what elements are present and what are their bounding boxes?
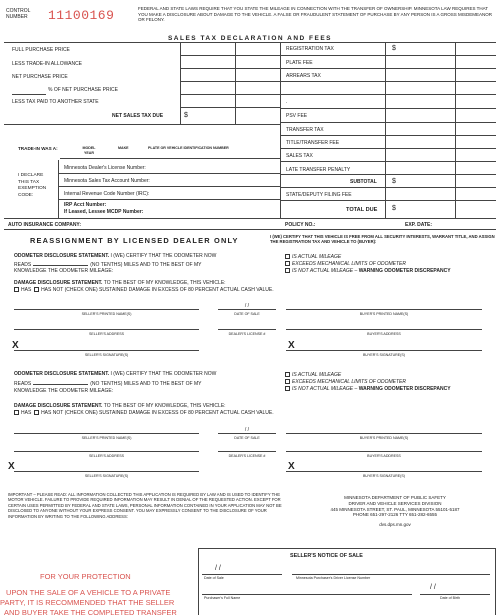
damage-options-1[interactable]: HAS HAS NOT (CHECK ONE) SUSTAINED DAMAGE IN EXCESS OF 80 PERCENT ACTUAL CASH VALUE. [14, 287, 274, 293]
trade-in-label: TRADE-IN WAS A: [18, 146, 58, 151]
seller-name-2: SELLER'S PRINTED NAME(S) [81, 436, 132, 440]
odometer-text-2: ODOMETER DISCLOSURE STATEMENT. I (WE) CERTIFY THAT THE ODOMETER NOW [14, 371, 217, 377]
buyer-addr-2: BUYER'S ADDRESS [367, 454, 401, 458]
net-sales-tax-due-label: NET SALES TAX DUE [112, 113, 164, 119]
full-purchase-price-label: FULL PURCHASE PRICE [12, 47, 70, 53]
subtotal-dollar: $ [392, 178, 396, 185]
odometer-certify-1: I (WE) CERTIFY THAT THE ODOMETER NOW [110, 253, 217, 259]
percent-net-label: % OF NET PURCHASE PRICE [48, 87, 118, 93]
trade-col-plate: PLATE OR VEHICLE IDENTIFICATION NUMBER [148, 146, 229, 150]
date-slash-1: / / [244, 303, 250, 309]
late-transfer-penalty-label: LATE TRANSFER PENALTY [286, 167, 351, 173]
sales-tax-account-row: Minnesota Sales Tax Account Number: [64, 178, 150, 184]
nos-license-label: Minnesota Purchaser's Driver License Number [296, 576, 371, 580]
seller-addr-1: SELLER'S ADDRESS [88, 332, 125, 336]
odo-opt3-2[interactable]: IS NOT ACTUAL MILEAGE – WARNING ODOMETER DISCREPANCY [285, 386, 451, 392]
important-notice: IMPORTANT – PLEASE READ: ALL INFORMATION COLLECTED THIS APPLICATION IS REQUIRED BY LAW AND IS USED TO IDENTIFY THE MOTOR VEHICLE. FAILURE TO PROVIDE REQUIRED INFORMATION MAY RESULT IN DENIAL OF THE REQUESTED ACTION. EXCEPT FOR CERTAIN USES PERMITTED BY FEDERAL AND STATE LAWS, PERSONAL INFORMATION CONTAINED IN YOUR APPLICATION MAY NOT BE DISCLOSED TO ANYONE WITHOUT YOUR EXPRESS CONSENT. YOU MAY EXPRESSLY CONSENT TO THE DISCLOSURE OF YOUR INFORMATION BY WRITING TO THE FOLLOWING ADDRESS: [8, 492, 282, 519]
psv-fee-label: PSV FEE [286, 113, 308, 119]
reassignment-title: REASSIGNMENT BY LICENSED DEALER ONLY [30, 236, 239, 245]
net-sales-tax-dollar: $ [184, 112, 188, 119]
nos-dob-label: Date of Birth [440, 596, 460, 600]
damage-options-2[interactable]: HAS HAS NOT (CHECK ONE) SUSTAINED DAMAGE IN EXCESS OF 80 PERCENT ACTUAL CASH VALUE. [14, 410, 274, 416]
trade-col-year: MODEL YEAR [82, 146, 96, 155]
knowledge-2: KNOWLEDGE THE ODOMETER MILEAGE: [14, 388, 114, 394]
seller-addr-2: SELLER'S ADDRESS [88, 454, 125, 458]
registration-tax-label: REGISTRATION TAX [286, 46, 334, 52]
irp-row: IRP Acct Number: [64, 202, 107, 208]
fee-dot-row: . [286, 99, 288, 105]
subtotal-label: SUBTOTAL [350, 179, 377, 185]
deputy-fee-label: STATE/DEPUTY FILING FEE [286, 192, 352, 198]
date-of-sale-2: DATE OF SALE [234, 436, 260, 440]
buyer-sig-2: BUYER'S SIGNATURE(S) [363, 474, 405, 478]
seller-name-1: SELLER'S PRINTED NAME(S) [81, 312, 132, 316]
buyer-name-1: BUYER'S PRINTED NAME(S) [359, 312, 409, 316]
nos-date-label: Date of Sale [204, 576, 224, 580]
total-due-dollar: $ [392, 205, 396, 212]
protection-line-2: PARTY, IT IS RECOMMENDED THAT THE SELLER [0, 598, 175, 607]
total-due-label: TOTAL DUE [346, 207, 378, 213]
odo-opt2-1[interactable]: EXCEEDS MECHANICAL LIMITS OF ODOMETER [285, 261, 406, 267]
buyer-sig-x-1: X [288, 340, 295, 351]
exemption-label: I DECLARE THIS TAX EXEMPTION CODE: [18, 173, 47, 198]
dealer-license-2: DEALER'S LICENSE # [228, 454, 266, 458]
arrears-tax-label: ARREARS TAX [286, 73, 321, 79]
tax-other-state-label: LESS TAX PAID TO ANOTHER STATE [12, 99, 99, 105]
notice-of-sale-title: SELLER'S NOTICE OF SALE [290, 553, 363, 559]
odo-opt2-2[interactable]: EXCEEDS MECHANICAL LIMITS OF ODOMETER [285, 379, 406, 385]
trade-in-allowance-label: LESS TRADE-IN ALLOWANCE [12, 61, 83, 67]
protection-title: FOR YOUR PROTECTION [40, 572, 131, 581]
odometer-head-1: ODOMETER DISCLOSURE STATEMENT. [14, 253, 110, 259]
protection-line-1: UPON THE SALE OF A VEHICLE TO A PRIVATE [6, 588, 171, 597]
net-purchase-price-label: NET PURCHASE PRICE [12, 74, 68, 80]
plate-fee-label: PLATE FEE [286, 60, 313, 66]
seller-sig-2: SELLER'S SIGNATURE(S) [84, 474, 129, 478]
reads-tail-1: (NO TENTHS) MILES AND TO THE BEST OF MY [90, 262, 202, 268]
buyer-name-2: BUYER'S PRINTED NAME(S) [359, 436, 409, 440]
control-label: CONTROL NUMBER [6, 8, 31, 20]
odo-opt3-1[interactable]: IS NOT ACTUAL MILEAGE – WARNING ODOMETER DISCREPANCY [285, 268, 451, 274]
date-slash-2: / / [244, 427, 250, 433]
reassign-certify-1: I (WE) CERTIFY THAT THIS VEHICLE IS FREE FROM ALL SECURITY INTERESTS, WARRANT TITLE, AND ASSIGN THE REGISTRATION TAX AND VEHICLE TO (BUYER): [270, 234, 495, 244]
registration-tax-dollar: $ [392, 45, 396, 52]
reads-label-1: READS [14, 262, 32, 268]
nos-fullname-label: Purchaser's Full Name [204, 596, 241, 600]
buyer-sig-1: BUYER'S SIGNATURE(S) [363, 353, 405, 357]
seller-sig-x-2: X [8, 461, 15, 472]
odo-opt1-2[interactable]: IS ACTUAL MILEAGE [285, 372, 341, 378]
sales-tax-label: SALES TAX [286, 153, 313, 159]
date-of-sale-1: DATE OF SALE [234, 312, 260, 316]
transfer-tax-label: TRANSFER TAX [286, 127, 324, 133]
mcdp-row: If Leased, Lessee MCDP Number: [64, 209, 144, 215]
irc-row: Internal Revenue Code Number (IRC): [64, 191, 150, 197]
dealer-license-row: Minnesota Dealer's License Number: [64, 165, 146, 171]
odometer-text-1 [14, 253, 216, 259]
buyer-addr-1: BUYER'S ADDRESS [367, 332, 401, 336]
dealer-license-1: DEALER'S LICENSE # [228, 332, 266, 336]
title-transfer-fee-label: TITLE/TRANSFER FEE [286, 140, 340, 146]
reads-row-2: READS (NO TENTHS) MILES AND TO THE BEST OF MY [14, 381, 202, 387]
knowledge-1: KNOWLEDGE THE ODOMETER MILEAGE: [14, 268, 114, 274]
nos-dob-slash: / / [430, 584, 436, 591]
seller-sig-x-1: X [12, 340, 19, 351]
policy-no-label: POLICY NO.: [285, 222, 316, 228]
buyer-sig-x-2: X [288, 461, 295, 472]
odo-opt1-1[interactable]: IS ACTUAL MILEAGE [285, 254, 341, 260]
protection-line-3: AND BUYER TAKE THE COMPLETED TRANSFER [4, 608, 177, 615]
insurance-company-label: AUTO INSURANCE COMPANY: [8, 222, 82, 228]
dept-address: MINNESOTA DEPARTMENT OF PUBLIC SAFETY DRIVER AND VEHICLE SERVICES DIVISION 445 MINNESOTA STREET, ST. PAUL, MINNESOTA 55101-5187 PHONE 651-297-2126 TTY 651-282-6555 dvs.dps.mn.gov [330, 495, 460, 528]
legal-notice: FEDERAL AND STATE LAWS REQUIRE THAT YOU STATE THE MILEAGE IN CONNECTION WITH THE TRANSFER OF OWNERSHIP. MINNESOTA LAW REQUIRES THAT YOU MAKE A DISCLOSURE ABOUT DAMAGE TO THE VEHICLE. A FALSE OR FRAUDULENT STATEMENT OF PURCHASE BY ANY PERSON IS A GROSS MISDEMEANOR OR FELONY. [138, 6, 493, 23]
seller-sig-1: SELLER'S SIGNATURE(S) [84, 353, 129, 357]
damage-text-2: DAMAGE DISCLOSURE STATEMENT. TO THE BEST OF MY KNOWLEDGE, THIS VEHICLE: [14, 403, 226, 409]
trade-col-make: MAKE [118, 146, 129, 150]
exp-date-label: EXP. DATE: [405, 222, 433, 228]
tax-section-title: SALES TAX DECLARATION AND FEES [167, 35, 333, 42]
control-number: 11100169 [48, 8, 115, 23]
nos-date-slash: / / [215, 565, 221, 572]
damage-text-1: DAMAGE DISCLOSURE STATEMENT. TO THE BEST OF MY KNOWLEDGE, THIS VEHICLE: [14, 280, 226, 286]
